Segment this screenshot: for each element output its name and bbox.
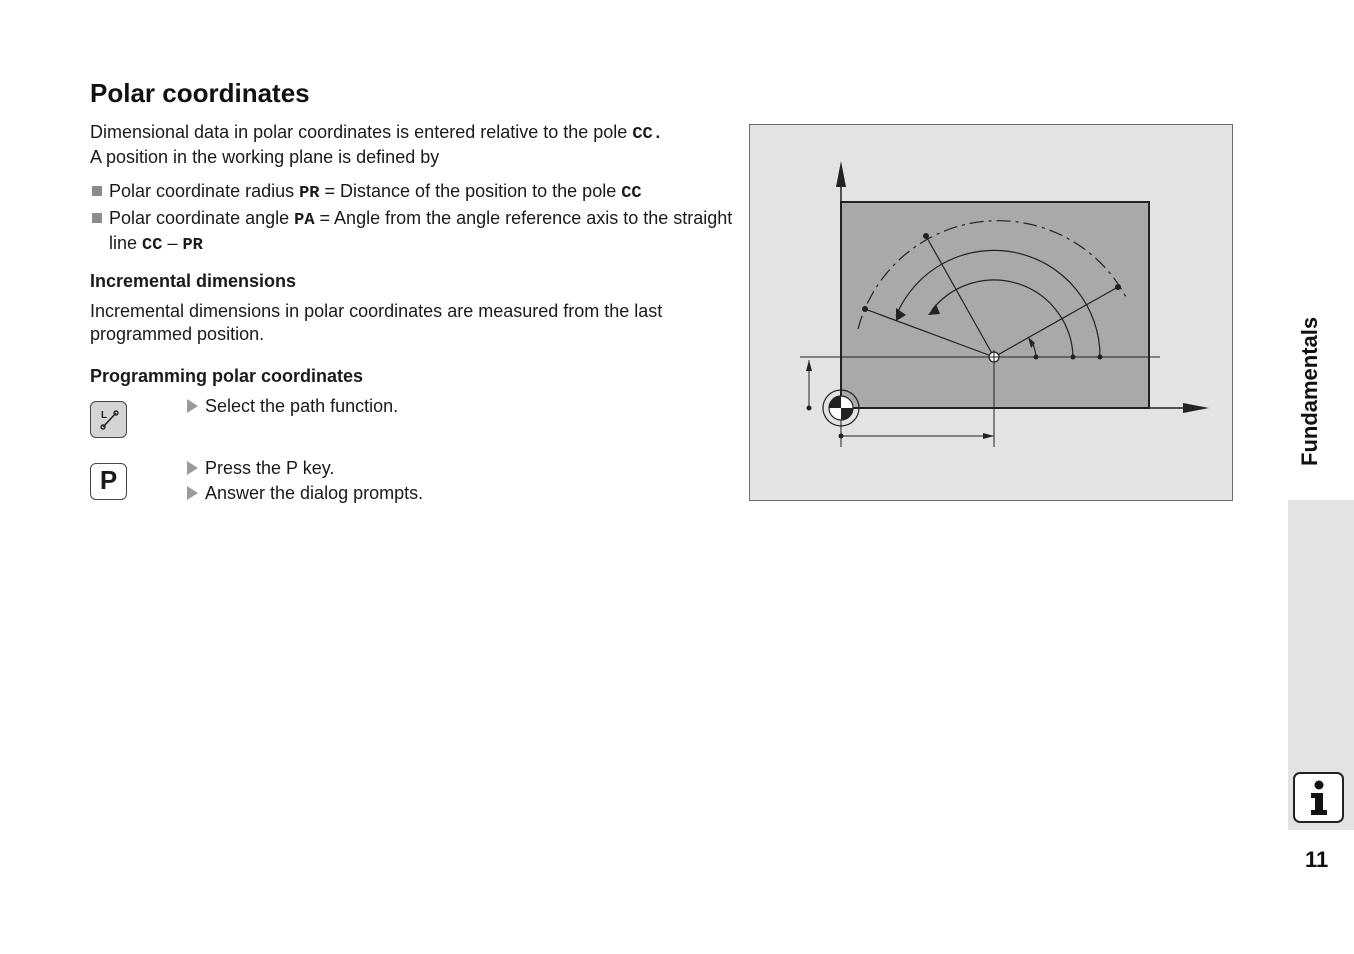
y-axis-arrowhead bbox=[836, 161, 846, 187]
dimension-dot bbox=[839, 434, 844, 439]
definition-list bbox=[90, 180, 750, 259]
arrow-right-icon bbox=[187, 461, 198, 475]
workpiece-rect bbox=[841, 202, 1149, 408]
datum-quadrant bbox=[829, 396, 841, 408]
intro-text: Dimensional data in polar coordinates is entered relative to the pole bbox=[90, 122, 633, 142]
page-title: Polar coordinates bbox=[90, 78, 310, 108]
pole-y-arrowhead bbox=[806, 360, 812, 371]
list-item: Polar coordinate angle PA = Angle from the angle reference axis to the straight line CC – PR bbox=[90, 207, 750, 257]
diagram-svg bbox=[750, 125, 1232, 500]
incremental-heading: Incremental dimensions bbox=[90, 271, 297, 291]
dimension-dot bbox=[807, 406, 812, 411]
info-glyph bbox=[1295, 774, 1342, 821]
incremental-text: Incremental dimensions in polar coordinates are measured from the last programmed position. bbox=[90, 301, 663, 344]
chapter-label: Fundamentals bbox=[1297, 316, 1322, 466]
arrow-right-icon bbox=[187, 399, 198, 413]
reference-dot bbox=[1071, 355, 1076, 360]
p-key[interactable]: P bbox=[90, 463, 127, 500]
bullet-square-icon bbox=[92, 186, 102, 196]
arrow-right-icon bbox=[187, 486, 198, 500]
step-select-path: Select the path function. bbox=[187, 395, 398, 418]
x-axis-arrowhead bbox=[1183, 403, 1209, 413]
key-letter-l: L bbox=[101, 410, 108, 421]
programming-heading: Programming polar coordinates bbox=[90, 366, 364, 386]
list-item: Polar coordinate radius PR = Distance of the position to the pole CC bbox=[90, 180, 750, 205]
position-point bbox=[923, 233, 929, 239]
reference-dot bbox=[1098, 355, 1103, 360]
datum-quadrant bbox=[841, 408, 853, 420]
position-point bbox=[1115, 284, 1121, 290]
line-path-icon bbox=[91, 402, 125, 436]
pole-code: CC. bbox=[632, 125, 663, 144]
pole-x-arrowhead bbox=[983, 433, 994, 439]
polar-coordinates-diagram bbox=[749, 124, 1233, 501]
info-icon[interactable] bbox=[1293, 772, 1344, 823]
page-number: 11 bbox=[1305, 847, 1329, 872]
bullet-square-icon bbox=[92, 213, 102, 223]
step-press-p: Press the P key. bbox=[187, 457, 334, 480]
path-function-key[interactable] bbox=[90, 401, 127, 438]
intro-paragraph bbox=[90, 121, 750, 169]
step-answer-dialog: Answer the dialog prompts. bbox=[187, 482, 423, 505]
reference-dot bbox=[1034, 355, 1039, 360]
position-point bbox=[862, 306, 868, 312]
intro-line2: A position in the working plane is defined by bbox=[90, 147, 440, 167]
